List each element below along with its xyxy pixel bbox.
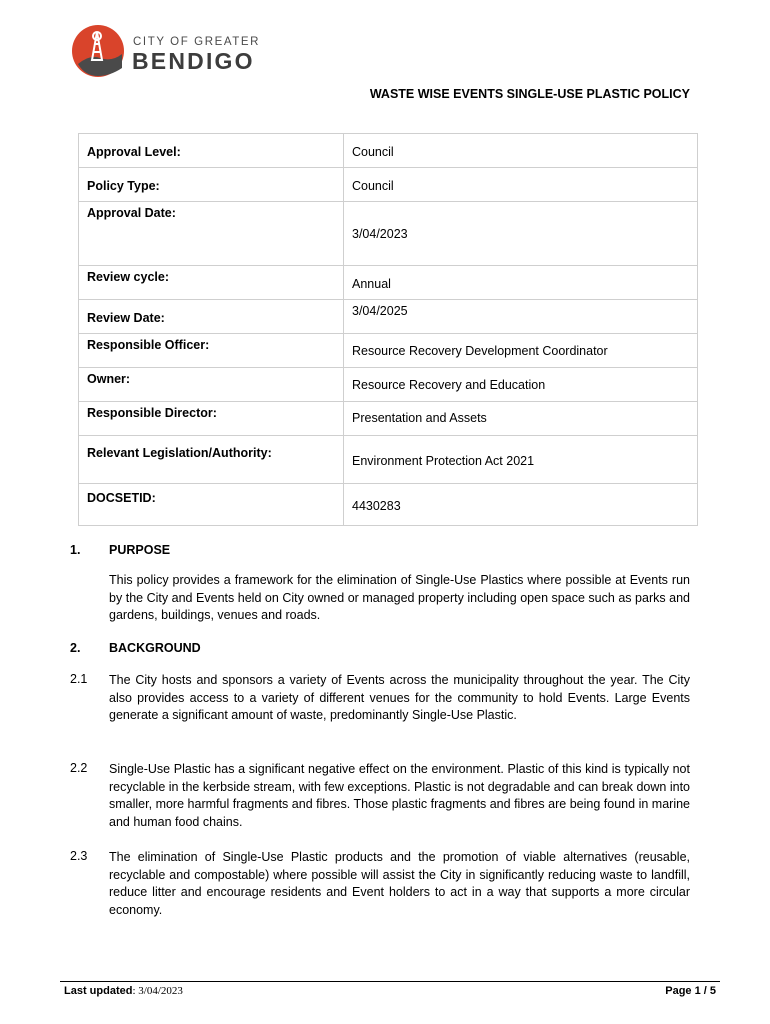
row-value: Council (344, 168, 698, 202)
row-label: Policy Type: (79, 168, 344, 202)
section-number: 1. (70, 543, 81, 557)
logo-line-1: CITY OF GREATER (133, 36, 261, 48)
row-value: 3/04/2023 (344, 202, 698, 266)
table-row (79, 266, 698, 300)
paragraph-number: 2.1 (70, 672, 88, 686)
background-paragraph: Single-Use Plastic has a significant negative effect on the environment. Plastic of this kind is typically not recyclable in the kerbside stream, with few exceptions. Plastic is not degradable and can break down into smaller, more harmful fragments and fibres. Those plastic fragments and fibres are being found in marine and human food chains. (109, 762, 690, 829)
row-label: Approval Level: (79, 134, 344, 168)
row-value: 3/04/2025 (344, 300, 698, 334)
table-row (79, 402, 698, 436)
page-number: Page 1 / 5 (665, 985, 716, 997)
table-row (79, 300, 698, 334)
row-value: Resource Recovery and Education (344, 368, 698, 402)
row-value: 4430283 (344, 484, 698, 526)
bendigo-emblem-icon (70, 24, 128, 78)
section-title: BACKGROUND (109, 641, 201, 655)
section-number: 2. (70, 641, 81, 655)
section-title: PURPOSE (109, 543, 171, 557)
row-label: DOCSETID: (79, 484, 344, 526)
paragraph-number: 2.2 (70, 761, 88, 775)
footer-divider (60, 981, 720, 982)
policy-metadata-table (78, 133, 698, 526)
row-label: Responsible Officer: (79, 334, 344, 368)
document-title: WASTE WISE EVENTS SINGLE-USE PLASTIC POLICY (369, 87, 690, 101)
row-value: Presentation and Assets (344, 402, 698, 436)
row-value: Environment Protection Act 2021 (344, 436, 698, 484)
row-label: Review Date: (79, 300, 344, 334)
background-paragraph: The City hosts and sponsors a variety of Events across the municipality throughout the year. The City also provides access to a variety of different venues for the community to hold Events. Large Events generate a significant amount of waste, predominantly Single-Use Plastic. (109, 673, 690, 723)
last-updated-label: Last updated (64, 985, 133, 997)
row-value: Council (344, 134, 698, 168)
row-value: Resource Recovery Development Coordinator (344, 334, 698, 368)
row-label: Owner: (79, 368, 344, 402)
row-label: Approval Date: (79, 202, 344, 266)
table-row (79, 134, 698, 168)
table-row (79, 334, 698, 368)
row-label: Responsible Director: (79, 402, 344, 436)
last-updated-date: : 3/04/2023 (132, 985, 183, 997)
row-label: Relevant Legislation/Authority: (79, 436, 344, 484)
paragraph-number: 2.3 (70, 849, 88, 863)
table-row (79, 436, 698, 484)
purpose-paragraph: This policy provides a framework for the elimination of Single-Use Plastics where possible at Events run by the City and Events held on City owned or managed property including open space such as parks and gardens, buildings, venues and roads. (109, 573, 690, 623)
row-value: Annual (344, 266, 698, 300)
city-logo (70, 22, 280, 78)
table-row (79, 368, 698, 402)
logo-line-2: BENDIGO (132, 48, 255, 74)
background-paragraph: The elimination of Single-Use Plastic products and the promotion of viable alternatives (reusable, recyclable and compostable) where possible will assist the City in significantly reducing waste to landfill, reduce litter and encourage residents and Event holders to act in a way that supports a more circular economy. (109, 850, 690, 917)
table-row (79, 484, 698, 526)
row-label: Review cycle: (79, 266, 344, 300)
table-row (79, 202, 698, 266)
table-row (79, 168, 698, 202)
